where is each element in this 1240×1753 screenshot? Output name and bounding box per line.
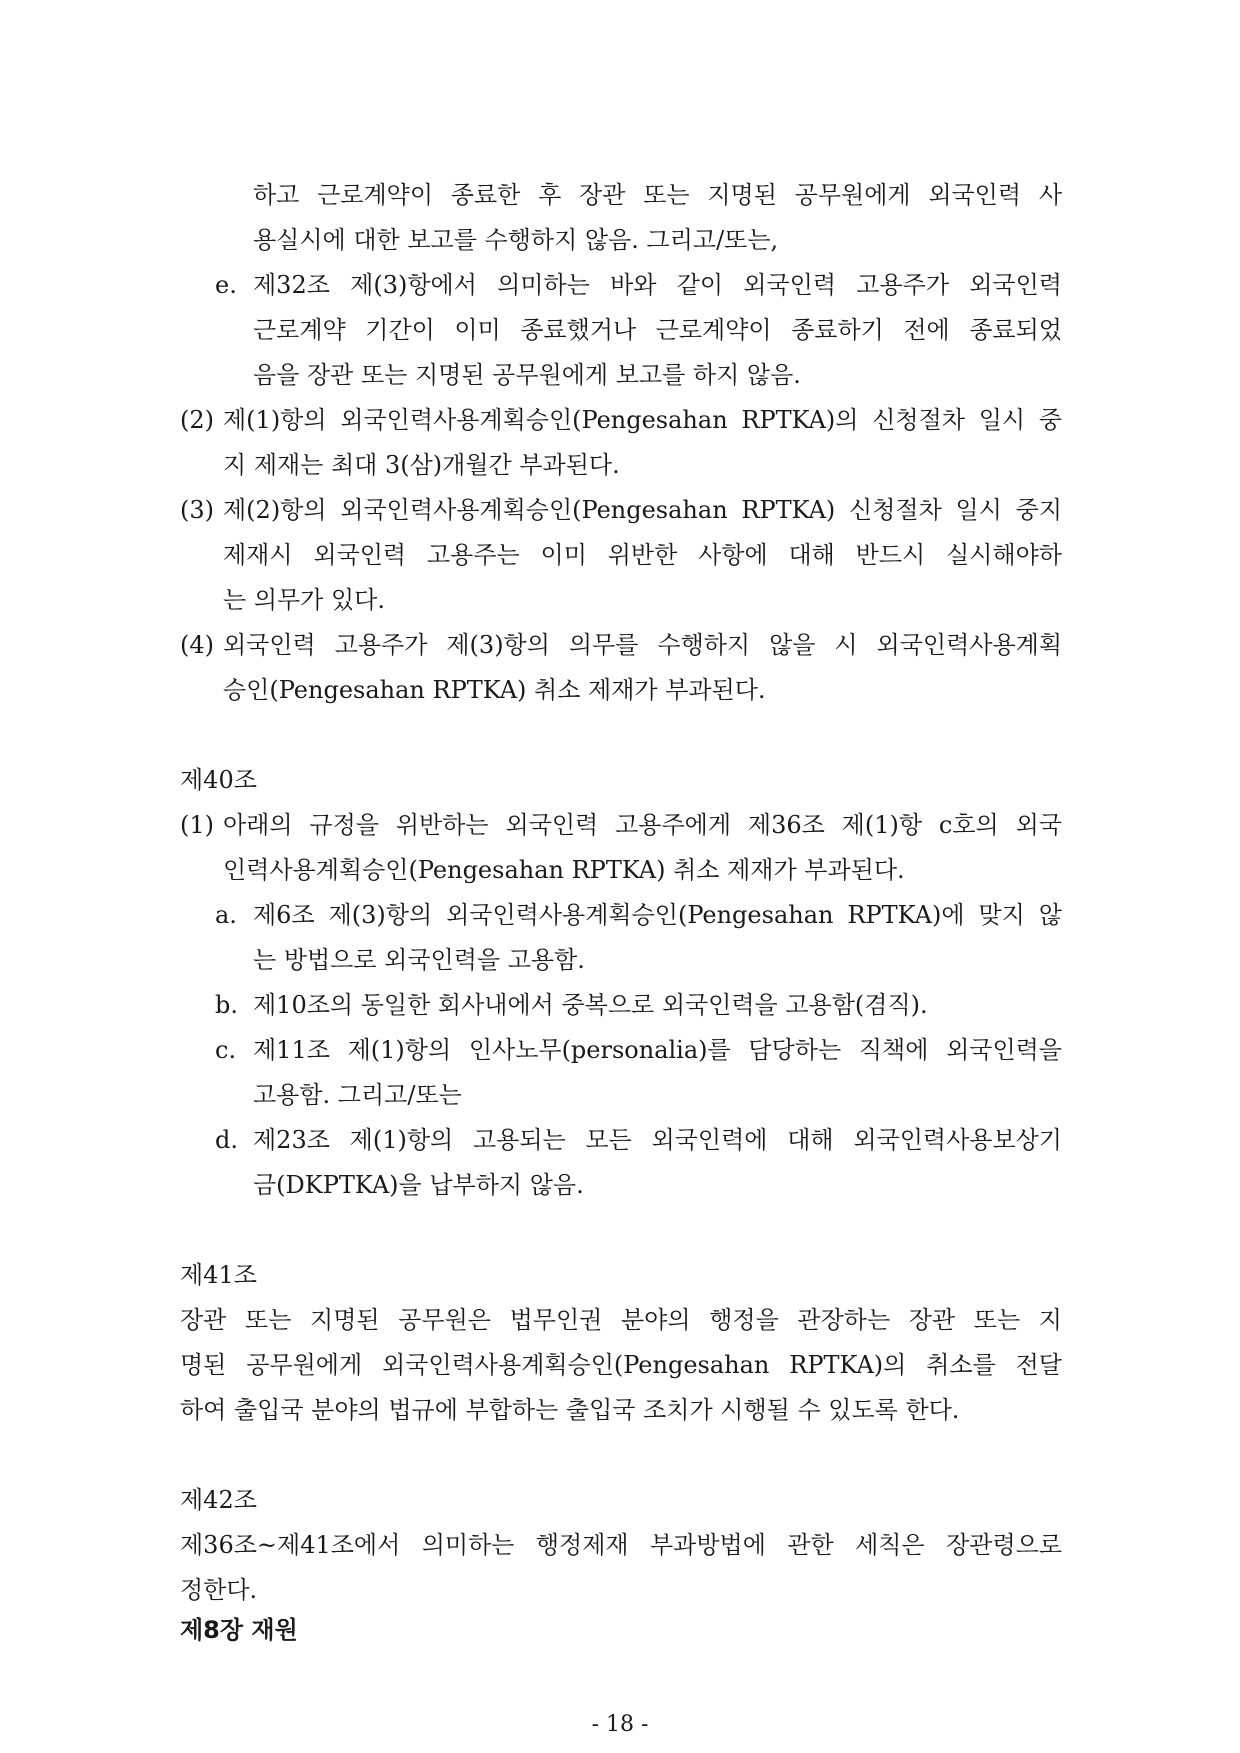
text-line: 제11조 제(1)항의 인사노무(personalia)를 담당하는 직책에 외국인력을	[253, 1036, 1062, 1064]
text-line: 제(2)항의 외국인력사용계획승인(Pengesahan RPTKA) 신청절차 일시 중지	[223, 496, 1062, 524]
item-marker: d.	[215, 1126, 238, 1154]
text-line: 제36조~제41조에서 의미하는 행정제재 부과방법에 관한 세칙은 장관령으로	[180, 1531, 1062, 1559]
text-line: 금(DKPTKA)을 납부하지 않음.	[253, 1171, 584, 1199]
text-line: 근로계약 기간이 이미 종료했거나 근로계약이 종료하기 전에 종료되었	[253, 316, 1062, 344]
text-line: 음을 장관 또는 지명된 공무원에게 보고를 하지 않음.	[253, 361, 801, 389]
text-line: 정한다.	[180, 1576, 258, 1604]
text-line: 아래의 규정을 위반하는 외국인력 고용주에게 제36조 제(1)항 c호의 외국	[223, 811, 1062, 839]
text-line: 제재시 외국인력 고용주는 이미 위반한 사항에 대해 반드시 실시해야하	[223, 541, 1062, 569]
text-line: 제32조 제(3)항에서 의미하는 바와 같이 외국인력 고용주가 외국인력	[253, 271, 1062, 299]
text-line: 명된 공무원에게 외국인력사용계획승인(Pengesahan RPTKA)의 취소를 전달	[180, 1351, 1062, 1379]
text-line: 하고 근로계약이 종료한 후 장관 또는 지명된 공무원에게 외국인력 사	[253, 181, 1062, 209]
text-line: 제(1)항의 외국인력사용계획승인(Pengesahan RPTKA)의 신청절차 일시 중	[223, 406, 1062, 434]
text-line: 승인(Pengesahan RPTKA) 취소 제재가 부과된다.	[223, 676, 766, 704]
text-line: 용실시에 대한 보고를 수행하지 않음. 그리고/또는,	[253, 226, 779, 254]
article-title: 제40조	[180, 766, 257, 794]
article-title: 제42조	[180, 1486, 257, 1514]
text-line: 는 의무가 있다.	[223, 586, 385, 614]
text-line: 는 방법으로 외국인력을 고용함.	[253, 946, 585, 974]
paragraph-marker: (3)	[180, 496, 214, 524]
article-title: 제41조	[180, 1261, 257, 1289]
item-marker: b.	[215, 991, 238, 1019]
text-line: 외국인력 고용주가 제(3)항의 의무를 수행하지 않을 시 외국인력사용계획	[223, 631, 1062, 659]
text-line: 제10조의 동일한 회사내에서 중복으로 외국인력을 고용함(겸직).	[253, 991, 928, 1019]
paragraph-marker: (2)	[180, 406, 214, 434]
item-marker: c.	[215, 1036, 237, 1064]
paragraph-marker: (1)	[180, 811, 214, 839]
text-line: 하여 출입국 분야의 법규에 부합하는 출입국 조치가 시행될 수 있도록 한다.	[180, 1396, 960, 1424]
text-line: 인력사용계획승인(Pengesahan RPTKA) 취소 제재가 부과된다.	[223, 856, 905, 884]
chapter-title: 제8장 재원	[180, 1616, 298, 1644]
text-line: 장관 또는 지명된 공무원은 법무인권 분야의 행정을 관장하는 장관 또는 지	[180, 1306, 1062, 1334]
text-line: 지 제재는 최대 3(삼)개월간 부과된다.	[223, 451, 620, 479]
paragraph-marker: (4)	[180, 631, 214, 659]
item-marker: e.	[215, 271, 237, 299]
text-line: 제23조 제(1)항의 고용되는 모든 외국인력에 대해 외국인력사용보상기	[253, 1126, 1062, 1154]
text-line: 고용함. 그리고/또는	[253, 1081, 462, 1109]
page-number: - 18 -	[591, 1712, 649, 1737]
text-line: 제6조 제(3)항의 외국인력사용계획승인(Pengesahan RPTKA)에 맞지 않	[253, 901, 1062, 929]
item-marker: a.	[215, 901, 237, 929]
